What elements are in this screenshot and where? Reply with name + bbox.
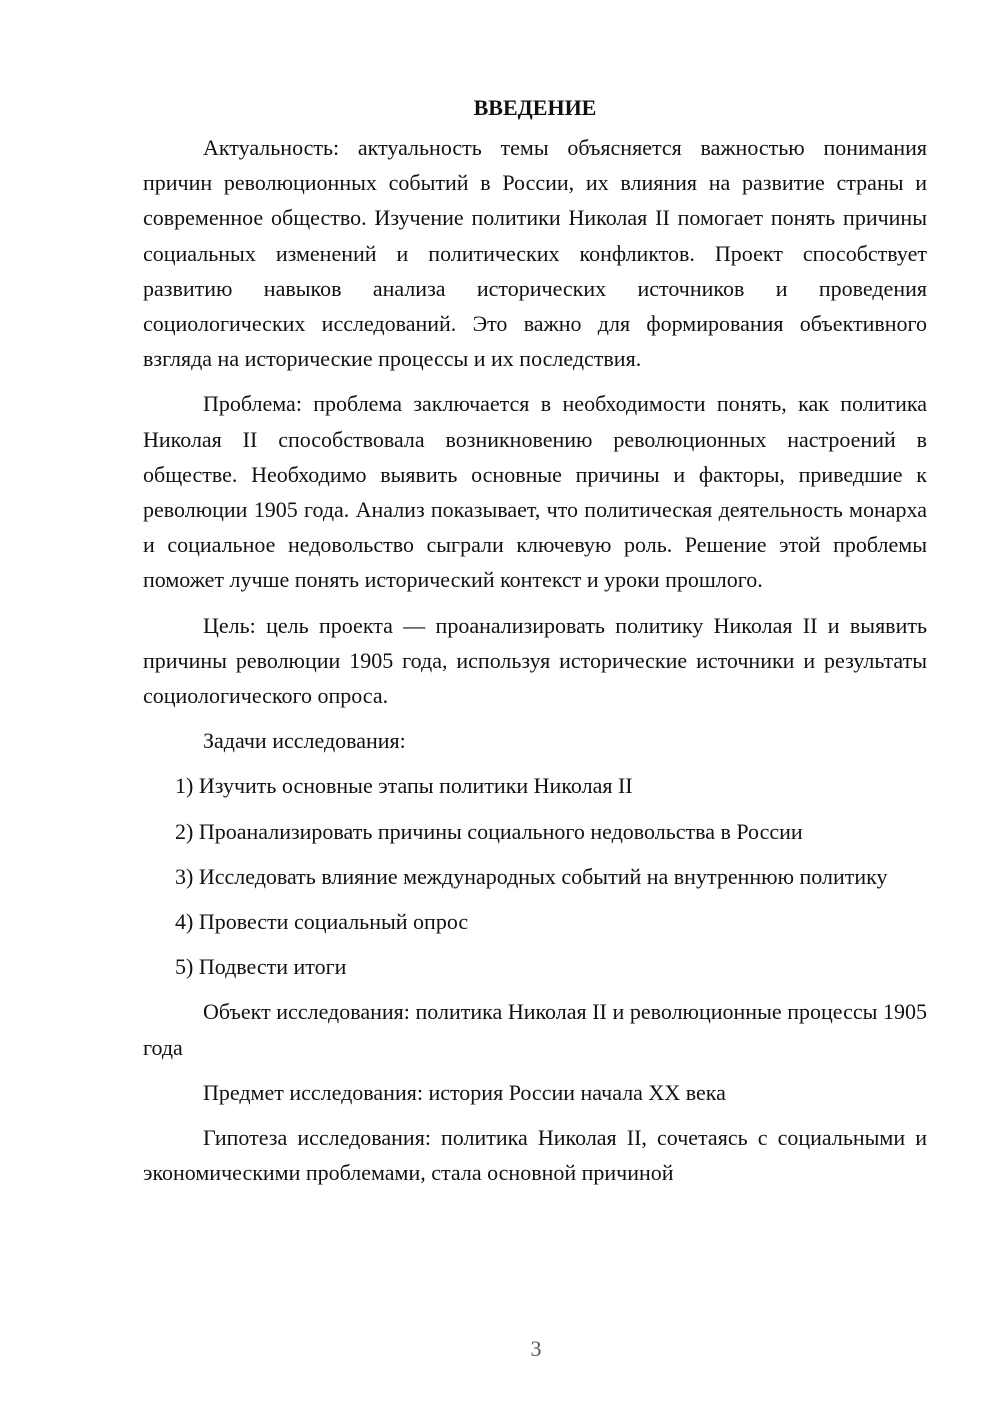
goal-paragraph: Цель: цель проекта — проанализировать политику Николая II и выявить причины революции 1905 года, используя исторические источники и результаты социологического опроса. xyxy=(143,612,927,709)
hypothesis-paragraph: Гипотеза исследования: политика Николая II, сочетаясь с социальными и экономическими проблемами, стала основной причиной xyxy=(143,1125,927,1186)
tasks-heading: Задачи исследования: xyxy=(203,728,406,754)
task-item: 2) Проанализировать причины социального недовольства в России xyxy=(175,818,803,844)
section-title: ВВЕДЕНИЕ xyxy=(473,95,597,120)
object-paragraph: Объект исследования: политика Николая II и революционные процессы 1905 года xyxy=(143,999,927,1060)
page-number: 3 xyxy=(530,1336,542,1361)
problem-paragraph: Проблема: проблема заключается в необходимости понять, как политика Николая II способствовала возникновению революционных настроений в обществе. Необходимо выявить основные причины и факторы, приведшие к революции 1905 года. Анализ показывает, что политическая деятельность монарха и социальное недовольство сыграли ключевую роль. Решение этой проблемы поможет лучше понять исторический контекст и уроки прошлого. xyxy=(143,391,927,593)
task-item: 3) Исследовать влияние международных событий на внутреннюю политику xyxy=(175,863,888,889)
task-item: 4) Провести социальный опрос xyxy=(175,909,469,935)
task-item: 5) Подвести итоги xyxy=(175,954,347,980)
subject-paragraph: Предмет исследования: история России начала XX века xyxy=(203,1079,726,1105)
tasks-list xyxy=(143,768,927,984)
relevance-paragraph: Актуальность: актуальность темы объясняется важностью понимания причин революционных событий в России, их влияния на развитие страны и современное общество. Изучение политики Николая II помогает понять причины социальных изменений и политических конфликтов. Проект способствует развитию навыков анализа исторических источников и проведения социологических исследований. Это важно для формирования объективного взгляда на исторические процессы и их последствия. xyxy=(143,135,927,372)
task-item: 1) Изучить основные этапы политики Николая II xyxy=(175,773,633,799)
document-page xyxy=(143,92,927,1200)
